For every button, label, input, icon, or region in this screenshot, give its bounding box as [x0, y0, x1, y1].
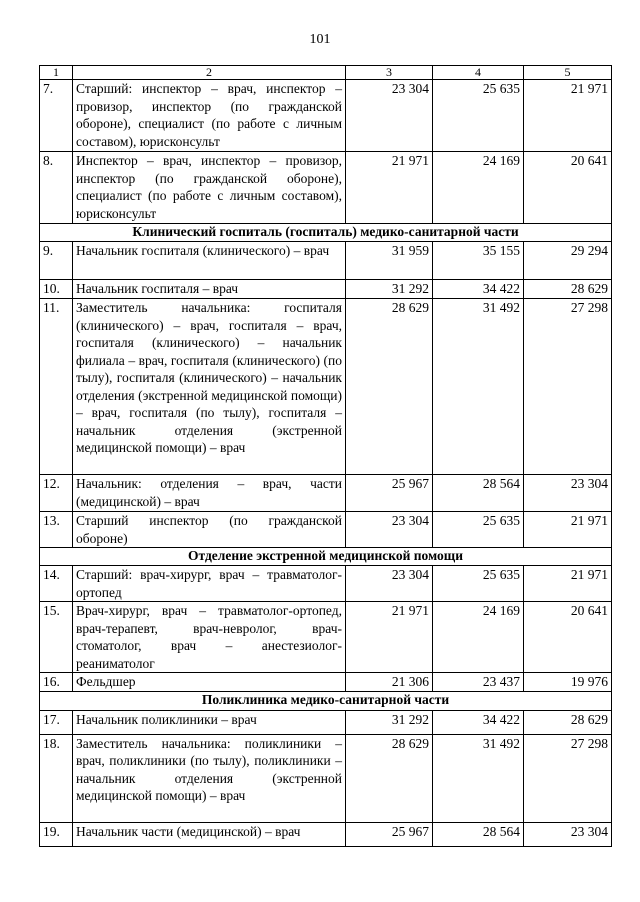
table-row: [40, 475, 612, 512]
salary-value: 25 967: [346, 475, 433, 512]
section-header: [40, 548, 612, 566]
salary-value: 19 976: [524, 673, 612, 692]
row-number: 16.: [40, 673, 73, 692]
position-name: Начальник поликлиники – врач: [73, 710, 346, 734]
section-title-emergency-department: Отделение экстренной медицинской помощи: [40, 548, 612, 566]
table-row: [40, 152, 612, 224]
table-row: [40, 242, 612, 280]
salary-value: 28 629: [524, 710, 612, 734]
table-row: [40, 80, 612, 152]
row-number: 12.: [40, 475, 73, 512]
salary-value: 20 641: [524, 602, 612, 673]
position-name: Инспектор – врач, инспектор – провизор, инспектор (по гражданской обороне), специалист (по работе с личным составом), юрисконсульт: [73, 152, 346, 224]
salary-value: 23 304: [346, 512, 433, 548]
salary-value: 23 304: [524, 822, 612, 846]
salary-value: 21 971: [524, 566, 612, 602]
row-number: 9.: [40, 242, 73, 280]
row-number: 19.: [40, 822, 73, 846]
header-cell: 5: [524, 66, 612, 80]
position-name: Старший инспектор (по гражданской обороне): [73, 512, 346, 548]
salary-value: 23 437: [433, 673, 524, 692]
salary-value: 21 971: [524, 512, 612, 548]
table-row: [40, 299, 612, 475]
salary-value: 31 492: [433, 734, 524, 822]
table-row: [40, 822, 612, 846]
salary-value: 25 635: [433, 512, 524, 548]
salary-table: [39, 65, 612, 847]
position-name: Начальник части (медицинской) – врач: [73, 822, 346, 846]
salary-value: 31 292: [346, 280, 433, 299]
row-number: 17.: [40, 710, 73, 734]
salary-value: 23 304: [346, 80, 433, 152]
salary-value: 23 304: [346, 566, 433, 602]
section-header: [40, 224, 612, 242]
table-row: [40, 710, 612, 734]
salary-value: 28 629: [346, 734, 433, 822]
table-row: [40, 512, 612, 548]
salary-value: 27 298: [524, 734, 612, 822]
salary-value: 35 155: [433, 242, 524, 280]
salary-value: 28 629: [346, 299, 433, 475]
position-name: Старший: врач-хирург, врач – травматолог-ортопед: [73, 566, 346, 602]
header-cell: 2: [73, 66, 346, 80]
salary-value: 28 564: [433, 822, 524, 846]
position-name: Начальник: отделения – врач, части (медицинской) – врач: [73, 475, 346, 512]
position-name: Старший: инспектор – врач, инспектор – провизор, инспектор (по гражданской обороне), специалист (по работе с личным составом), юрисконсульт: [73, 80, 346, 152]
salary-value: 31 292: [346, 710, 433, 734]
salary-value: 20 641: [524, 152, 612, 224]
position-name: Заместитель начальника: госпиталя (клинического) – врач, госпиталя – врач, госпиталя (клинического) – начальник филиала – врач, госпиталя (клинического) (по тылу), госпиталя (клинического) – начальник отделения (экстренной медицинской помощи) – врач, госпиталя (по тылу), госпиталя – начальник отделения (экстренной медицинской помощи) – врач: [73, 299, 346, 475]
salary-value: 29 294: [524, 242, 612, 280]
salary-value: 31 959: [346, 242, 433, 280]
salary-value: 34 422: [433, 710, 524, 734]
page-number: 101: [309, 32, 331, 47]
salary-value: 21 971: [524, 80, 612, 152]
position-name: Начальник госпиталя – врач: [73, 280, 346, 299]
table-row: [40, 280, 612, 299]
position-name: Начальник госпиталя (клинического) – врач: [73, 242, 346, 280]
position-name: Фельдшер: [73, 673, 346, 692]
row-number: 8.: [40, 152, 73, 224]
salary-value: 28 629: [524, 280, 612, 299]
salary-value: 24 169: [433, 152, 524, 224]
salary-value: 25 635: [433, 566, 524, 602]
row-number: 11.: [40, 299, 73, 475]
table-row: [40, 673, 612, 692]
position-name: Заместитель начальника: поликлиники – врач, поликлиники (по тылу), поликлиники – начальник отделения (экстренной медицинской помощи) – врач: [73, 734, 346, 822]
position-name: Врач-хирург, врач – травматолог-ортопед, врач-терапевт, врач-невролог, врач-стоматолог, врач – анестезиолог-реаниматолог: [73, 602, 346, 673]
salary-value: 31 492: [433, 299, 524, 475]
salary-value: 25 967: [346, 822, 433, 846]
row-number: 14.: [40, 566, 73, 602]
row-number: 7.: [40, 80, 73, 152]
table-header-row: [40, 66, 612, 80]
salary-value: 25 635: [433, 80, 524, 152]
table-row: [40, 602, 612, 673]
section-header: [40, 691, 612, 710]
salary-value: 28 564: [433, 475, 524, 512]
salary-value: 27 298: [524, 299, 612, 475]
row-number: 10.: [40, 280, 73, 299]
table-row: [40, 734, 612, 822]
row-number: 13.: [40, 512, 73, 548]
salary-value: 23 304: [524, 475, 612, 512]
header-cell: 4: [433, 66, 524, 80]
header-cell: 3: [346, 66, 433, 80]
row-number: 18.: [40, 734, 73, 822]
row-number: 15.: [40, 602, 73, 673]
salary-value: 24 169: [433, 602, 524, 673]
salary-value: 21 306: [346, 673, 433, 692]
section-title-polyclinic: Поликлиника медико-санитарной части: [40, 691, 612, 710]
section-title-clinical-hospital: Клинический госпиталь (госпиталь) медико-санитарной части: [40, 224, 612, 242]
header-cell: 1: [40, 66, 73, 80]
salary-value: 34 422: [433, 280, 524, 299]
salary-value: 21 971: [346, 152, 433, 224]
salary-value: 21 971: [346, 602, 433, 673]
table-row: [40, 566, 612, 602]
